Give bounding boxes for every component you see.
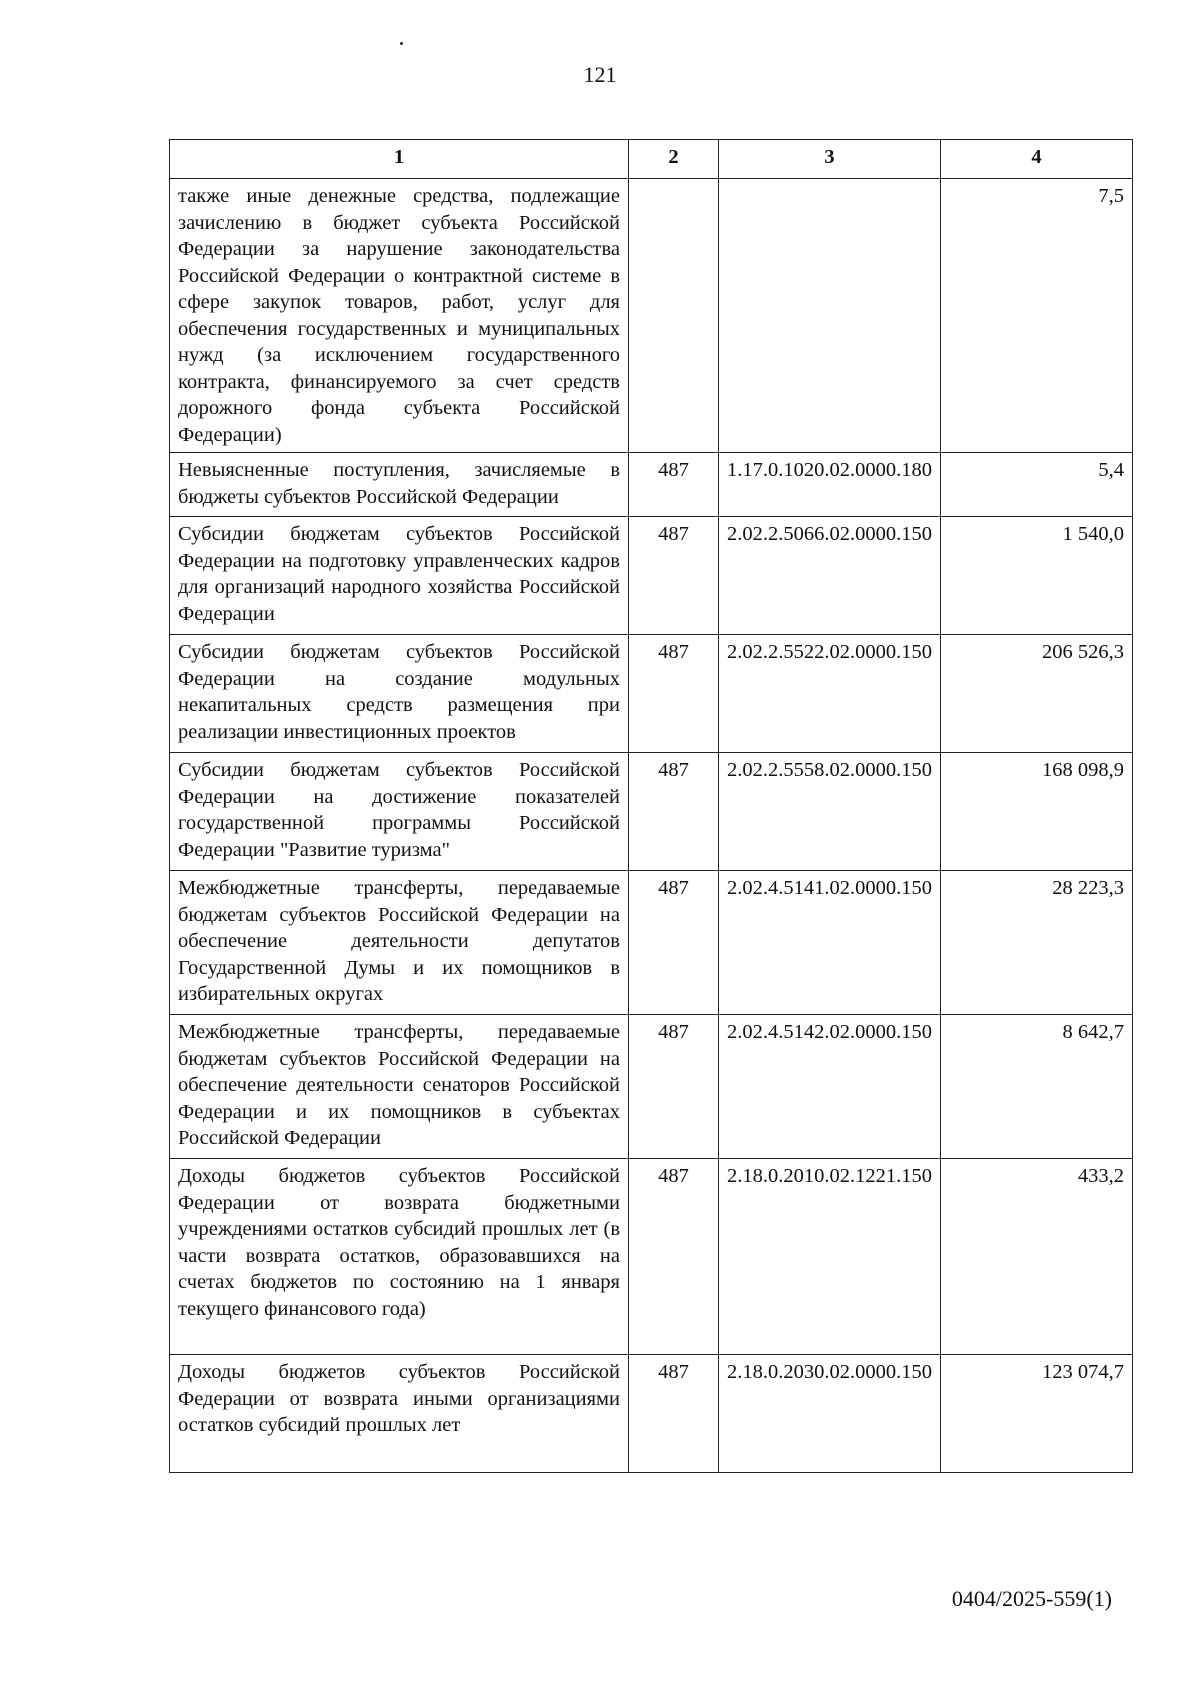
row-admin-code: 487 xyxy=(629,871,719,1015)
row-budget-code: 2.02.2.5066.02.0000.150 xyxy=(719,517,941,635)
row-amount: 123 074,7 xyxy=(941,1355,1133,1473)
column-header-4: 4 xyxy=(941,140,1133,179)
row-description: Межбюджетные трансферты, передаваемые бюджетам субъектов Российской Федерации на обеспечение деятельности сенаторов Российской Федерации и их помощников в субъектах Российской Федерации xyxy=(170,1015,629,1159)
column-header-1: 1 xyxy=(170,140,629,179)
budget-table xyxy=(169,139,1133,1473)
row-admin-code: 487 xyxy=(629,1015,719,1159)
table-row xyxy=(170,871,1133,1015)
row-budget-code: 2.02.2.5558.02.0000.150 xyxy=(719,753,941,871)
page-number: 121 xyxy=(583,62,617,87)
column-header-2: 2 xyxy=(629,140,719,179)
row-amount: 433,2 xyxy=(941,1159,1133,1355)
row-description: Доходы бюджетов субъектов Российской Федерации от возврата бюджетными учреждениями остатков субсидий прошлых лет (в части возврата остатков, образовавшихся на счетах бюджетов по состоянию на 1 января текущего финансового года) xyxy=(170,1159,629,1355)
row-budget-code: 1.17.0.1020.02.0000.180 xyxy=(719,453,941,517)
row-description: Субсидии бюджетам субъектов Российской Федерации на создание модульных некапитальных средств размещения при реализации инвестиционных проектов xyxy=(170,635,629,753)
row-admin-code: 487 xyxy=(629,753,719,871)
row-budget-code: 2.18.0.2030.02.0000.150 xyxy=(719,1355,941,1473)
row-description: Невыясненные поступления, зачисляемые в бюджеты субъектов Российской Федерации xyxy=(170,453,629,517)
row-budget-code: 2.02.4.5141.02.0000.150 xyxy=(719,871,941,1015)
table-row xyxy=(170,517,1133,635)
row-description: Межбюджетные трансферты, передаваемые бюджетам субъектов Российской Федерации на обеспечение деятельности депутатов Государственной Думы и их помощников в избирательных округах xyxy=(170,871,629,1015)
table-row xyxy=(170,179,1133,453)
row-admin-code: 487 xyxy=(629,1159,719,1355)
stray-mark xyxy=(400,42,403,45)
row-amount: 168 098,9 xyxy=(941,753,1133,871)
table-row xyxy=(170,1015,1133,1159)
row-amount: 28 223,3 xyxy=(941,871,1133,1015)
row-description: Субсидии бюджетам субъектов Российской Федерации на достижение показателей государственной программы Российской Федерации "Развитие туризма" xyxy=(170,753,629,871)
row-admin-code xyxy=(629,179,719,453)
table-row xyxy=(170,1355,1133,1473)
document-number: 0404/2025-559(1) xyxy=(951,1586,1112,1611)
row-description: Субсидии бюджетам субъектов Российской Федерации на подготовку управленческих кадров для организаций народного хозяйства Российской Федерации xyxy=(170,517,629,635)
table-header-row xyxy=(170,140,1133,179)
row-amount: 8 642,7 xyxy=(941,1015,1133,1159)
table-row xyxy=(170,1159,1133,1355)
row-budget-code: 2.18.0.2010.02.1221.150 xyxy=(719,1159,941,1355)
table-row xyxy=(170,635,1133,753)
row-amount: 5,4 xyxy=(941,453,1133,517)
column-header-3: 3 xyxy=(719,140,941,179)
row-budget-code: 2.02.2.5522.02.0000.150 xyxy=(719,635,941,753)
row-admin-code: 487 xyxy=(629,1355,719,1473)
row-description: Доходы бюджетов субъектов Российской Федерации от возврата иными организациями остатков субсидий прошлых лет xyxy=(170,1355,629,1473)
row-budget-code: 2.02.4.5142.02.0000.150 xyxy=(719,1015,941,1159)
row-description: также иные денежные средства, подлежащие зачислению в бюджет субъекта Российской Федерации за нарушение законодательства Российской Федерации о контрактной системе в сфере закупок товаров, работ, услуг для обеспечения государственных и муниципальных нужд (за исключением государственного контракта, финансируемого за счет средств дорожного фонда субъекта Российской Федерации) xyxy=(170,179,629,453)
row-amount: 206 526,3 xyxy=(941,635,1133,753)
row-admin-code: 487 xyxy=(629,635,719,753)
table-row xyxy=(170,453,1133,517)
row-budget-code xyxy=(719,179,941,453)
row-admin-code: 487 xyxy=(629,517,719,635)
row-admin-code: 487 xyxy=(629,453,719,517)
row-amount: 1 540,0 xyxy=(941,517,1133,635)
table-row xyxy=(170,753,1133,871)
row-amount: 7,5 xyxy=(941,179,1133,453)
